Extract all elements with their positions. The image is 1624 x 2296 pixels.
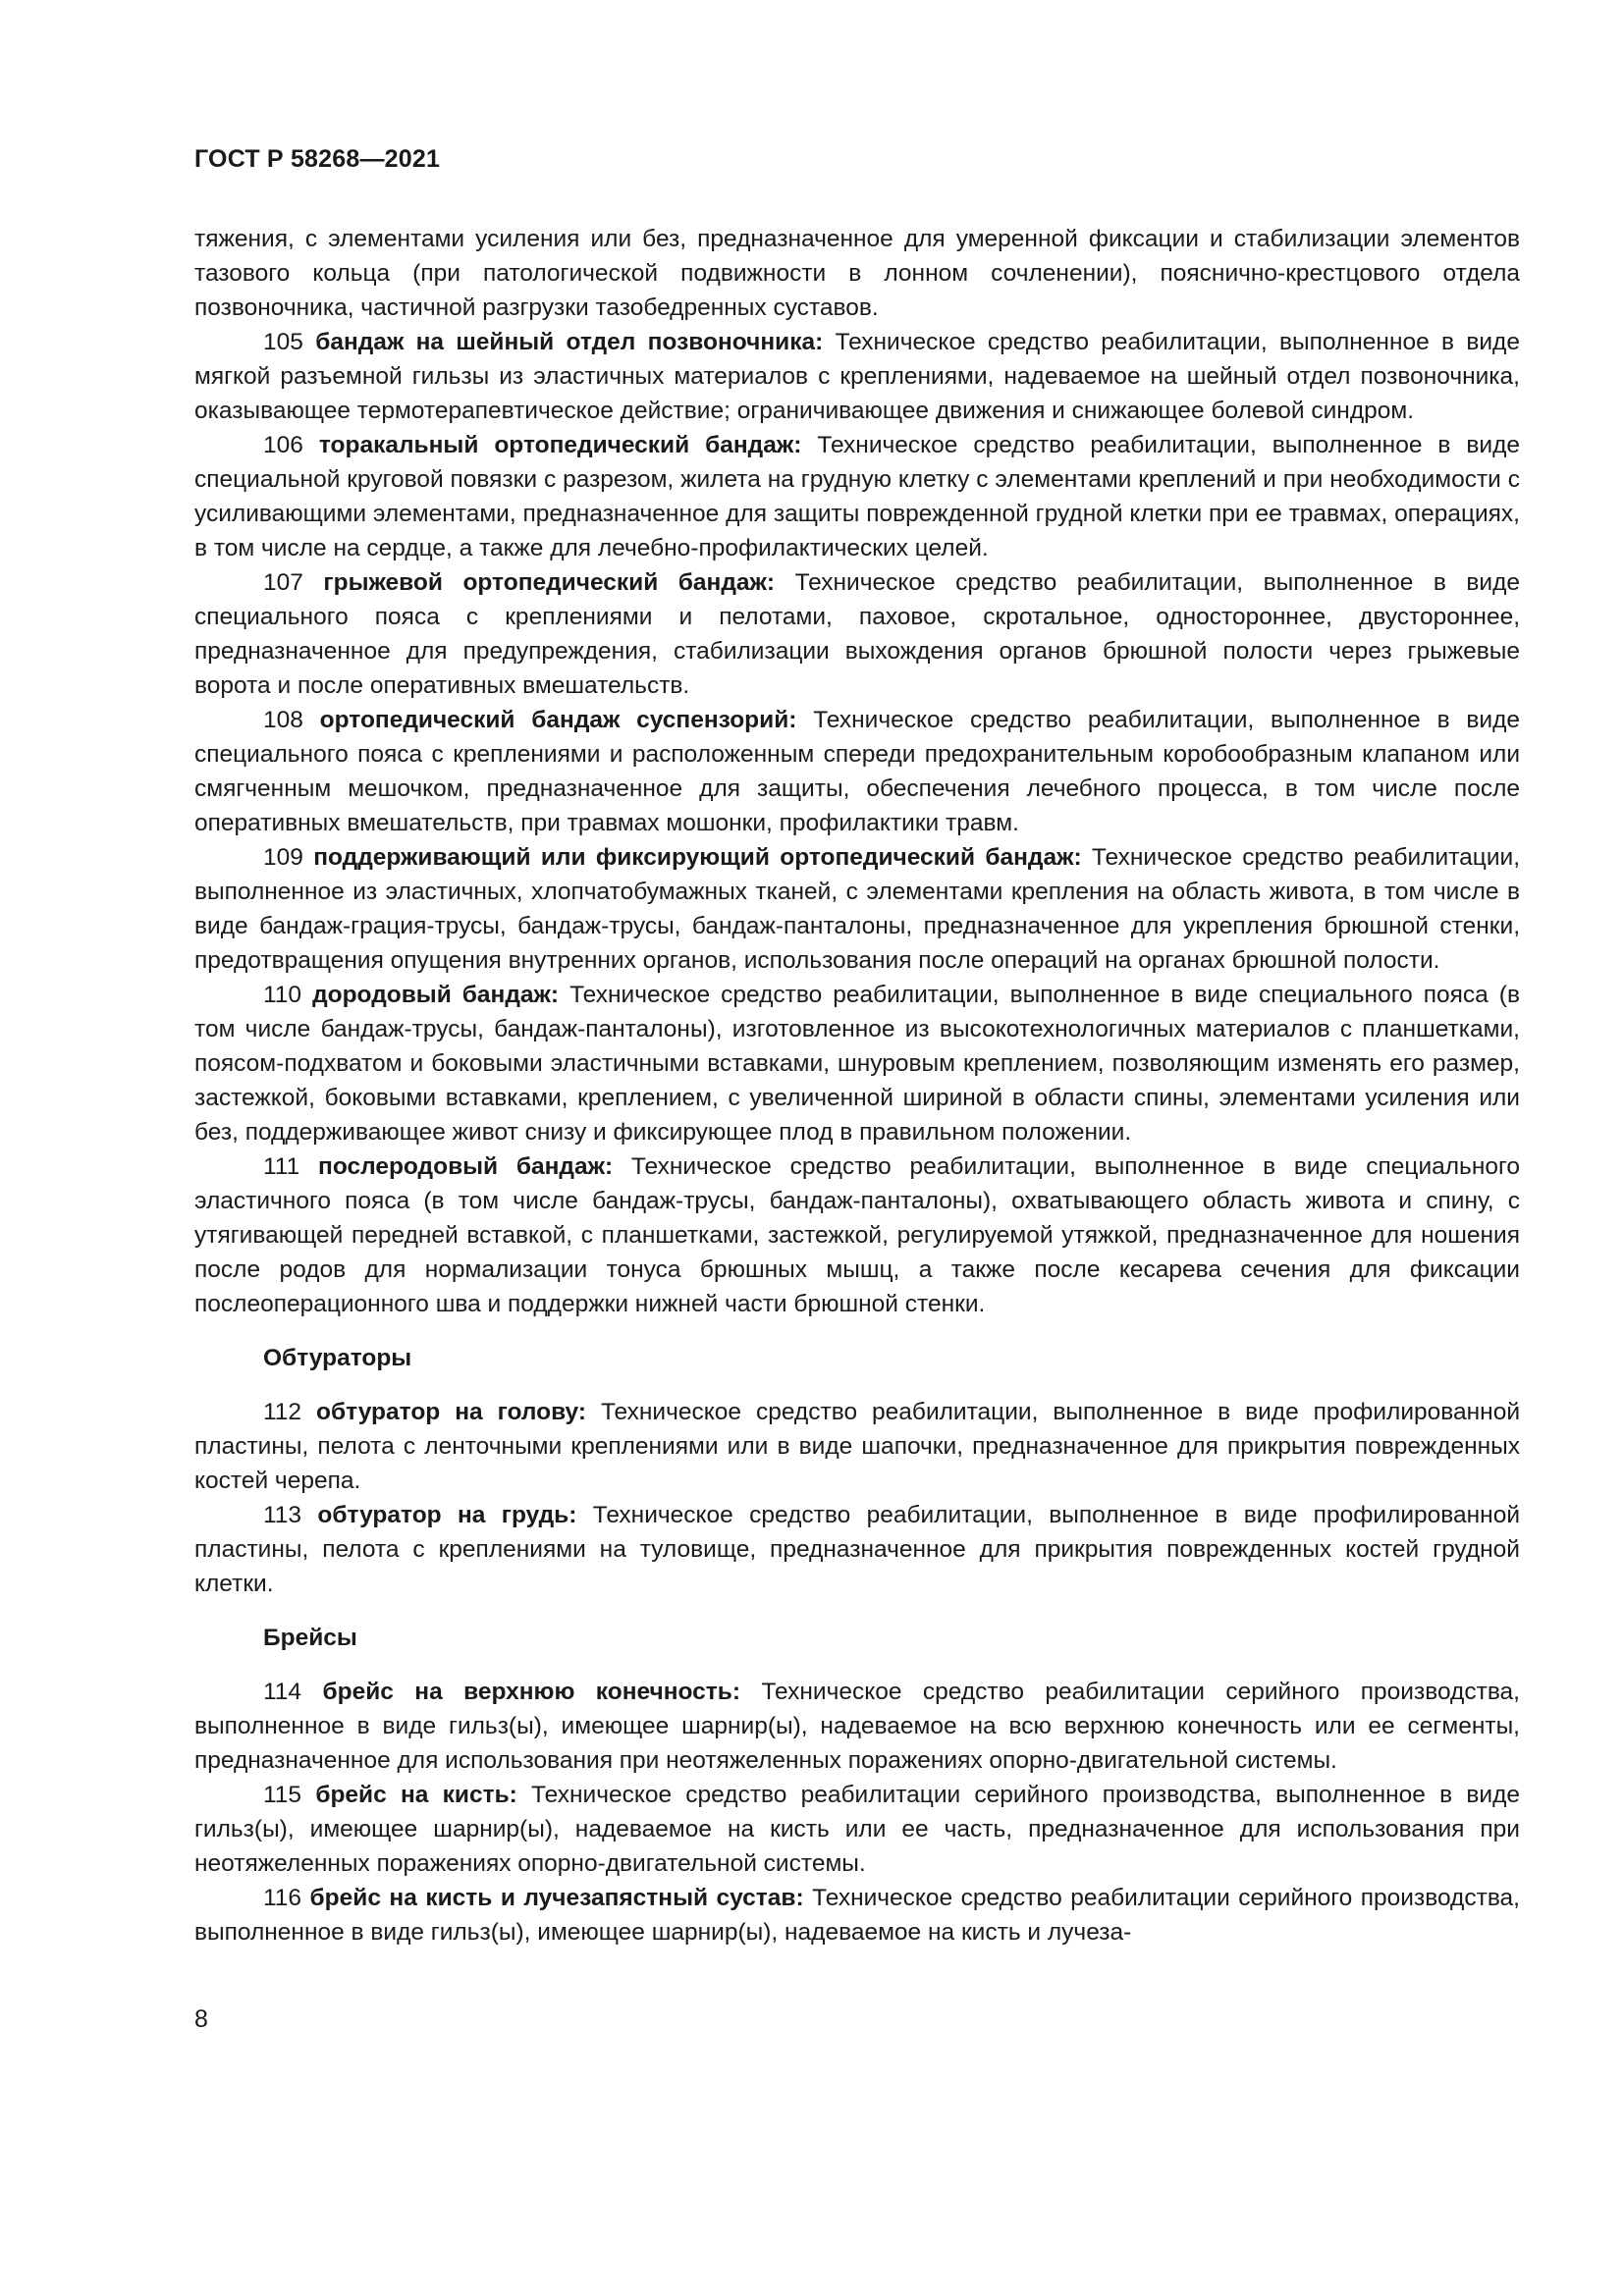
entry-term: ортопедический бандаж суспензорий: — [319, 707, 797, 733]
entry-term: обтуратор на голову: — [316, 1399, 586, 1425]
entry-110 — [194, 978, 1520, 1149]
entry-definition: Техническое средство реабилитации, выполненное в виде мягкой разъемной гильзы из эластичных материалов с креплениями, надеваемое на шейный отдел позвоночника, оказывающее термотерапевтическое действие; ограничивающее движения и снижающее болевой синдром. — [194, 329, 1520, 424]
entry-112 — [194, 1395, 1520, 1498]
entry-term: брейс на кисть и лучезапястный сустав: — [309, 1885, 804, 1911]
entry-definition: Техническое средство реабилитации, выполненное в виде специального пояса (в том числе бандаж-трусы, бандаж-панталоны), изготовленное из высокотехнологичных материалов с планшетками, поясом-подхватом и боковыми эластичными вставками, шнуровым креплением, позволяющим изменять его размер, застежкой, боковыми вставками, креплением, с увеличенной шириной в области спины, элементами усиления или без, поддерживающее живот снизу и фиксирующее плод в правильном положении. — [194, 982, 1520, 1146]
entry-term: бандаж на шейный отдел позвоночника: — [315, 329, 824, 355]
entry-106 — [194, 428, 1520, 565]
entry-116 — [194, 1881, 1520, 1949]
entry-108 — [194, 703, 1520, 840]
entry-definition: Техническое средство реабилитации серийного производства, выполненное в виде гильз(ы), имеющее шарнир(ы), надеваемое на кисть и лучеза- — [194, 1885, 1520, 1946]
entry-number: 113 — [263, 1502, 302, 1528]
entry-105 — [194, 325, 1520, 428]
entry-term: обтуратор на грудь: — [317, 1502, 577, 1528]
entry-definition: Техническое средство реабилитации, выполненное в виде профилированной пластины, пелота с ленточными креплениями или в виде шапочки, предназначенное для прикрытия поврежденных костей черепа. — [194, 1399, 1520, 1494]
entry-definition: Техническое средство реабилитации серийного производства, выполненное в виде гильз(ы), имеющее шарнир(ы), надеваемое на кисть или ее часть, предназначенное для использования при неотяжеленных поражениях опорно-двигательной системы. — [194, 1782, 1521, 1877]
entry-definition: Техническое средство реабилитации, выполненное в виде специальной круговой повязки с разрезом, жилета на грудную клетку с элементами креплений и при необходимости с усиливающими элементами, предназначенное для защиты поврежденной грудной клетки при ее травмах, операциях, в том числе на сердце, а также для лечебно-профилактических целей. — [194, 432, 1521, 561]
entry-term: торакальный ортопедический бандаж: — [318, 432, 802, 458]
entry-114 — [194, 1675, 1520, 1778]
entry-number: 105 — [263, 329, 303, 355]
continuation-paragraph: тяжения, с элементами усиления или без, предназначенное для умеренной фиксации и стабилизации элементов тазового кольца (при патологической подвижности в лонном сочленении), пояснично-крестцового отдела позвоночника, частичной разгрузки тазобедренных суставов. — [194, 226, 1520, 321]
entry-number: 115 — [263, 1782, 302, 1808]
entry-term: брейс на верхнюю конечность: — [322, 1679, 741, 1705]
document-body — [194, 222, 1520, 1949]
entry-term: поддерживающий или фиксирующий ортопедический бандаж: — [313, 844, 1082, 871]
section-heading-braces: Брейсы — [263, 1625, 357, 1651]
entry-107 — [194, 565, 1520, 703]
entry-term: грыжевой ортопедический бандаж: — [323, 569, 776, 596]
entry-number: 110 — [263, 982, 302, 1008]
entry-115 — [194, 1778, 1520, 1881]
entry-number: 116 — [263, 1885, 302, 1911]
page-number: 8 — [194, 2005, 208, 2033]
entry-113 — [194, 1498, 1520, 1601]
entry-term: брейс на кисть: — [315, 1782, 517, 1808]
entry-number: 109 — [263, 844, 303, 871]
entry-111 — [194, 1149, 1520, 1321]
entry-number: 108 — [263, 707, 303, 733]
entry-number: 112 — [263, 1399, 302, 1425]
document-header-standard-id: ГОСТ Р 58268—2021 — [194, 145, 441, 173]
entry-term: послеродовый бандаж: — [318, 1153, 614, 1180]
entry-definition: Техническое средство реабилитации, выполненное в виде специального пояса с креплениями и расположенным спереди предохранительным коробообразным клапаном или смягченным мешочком, предназначенное для защиты, обеспечения лечебного процесса, в том числе после оперативных вмешательств, при травмах мошонки, профилактики травм. — [194, 707, 1520, 836]
entry-term: дородовый бандаж: — [312, 982, 560, 1008]
entry-definition: Техническое средство реабилитации серийного производства, выполненное в виде гильз(ы), имеющее шарнир(ы), надеваемое на всю верхнюю конечность или ее сегменты, предназначенное для использования при неотяжеленных поражениях опорно-двигательной системы. — [194, 1679, 1520, 1774]
entry-number: 107 — [263, 569, 303, 596]
entry-109 — [194, 840, 1520, 978]
entry-number: 114 — [263, 1679, 302, 1705]
entry-definition: Техническое средство реабилитации, выполненное из эластичных, хлопчатобумажных тканей, с элементами крепления на область живота, в том числе в виде бандаж-грация-трусы, бандаж-трусы, бандаж-панталоны, предназначенное для укрепления брюшной стенки, предотвращения опущения внутренних органов, использования после операций на органах брюшной полости. — [194, 844, 1521, 974]
entry-definition: Техническое средство реабилитации, выполненное в виде специального пояса с креплениями и пелотами, паховое, скротальное, одностороннее, двустороннее, предназначенное для предупреждения, стабилизации выхождения органов брюшной полости через грыжевые ворота и после оперативных вмешательств. — [194, 569, 1521, 699]
entry-number: 106 — [263, 432, 303, 458]
entry-definition: Техническое средство реабилитации, выполненное в виде профилированной пластины, пелота с креплениями на туловище, предназначенное для прикрытия поврежденных костей грудной клетки. — [194, 1502, 1521, 1597]
entry-definition: Техническое средство реабилитации, выполненное в виде специального эластичного пояса (в том числе бандаж-трусы, бандаж-панталоны), охватывающего область живота и спину, с утягивающей передней вставкой, с планшетками, застежкой, регулируемой утяжкой, предназначенное для ношения после родов для нормализации тонуса брюшных мышц, а также после кесарева сечения для фиксации послеоперационного шва и поддержки нижней части брюшной стенки. — [194, 1153, 1521, 1317]
section-heading-obturators: Обтураторы — [263, 1345, 412, 1371]
entry-number: 111 — [263, 1153, 300, 1180]
